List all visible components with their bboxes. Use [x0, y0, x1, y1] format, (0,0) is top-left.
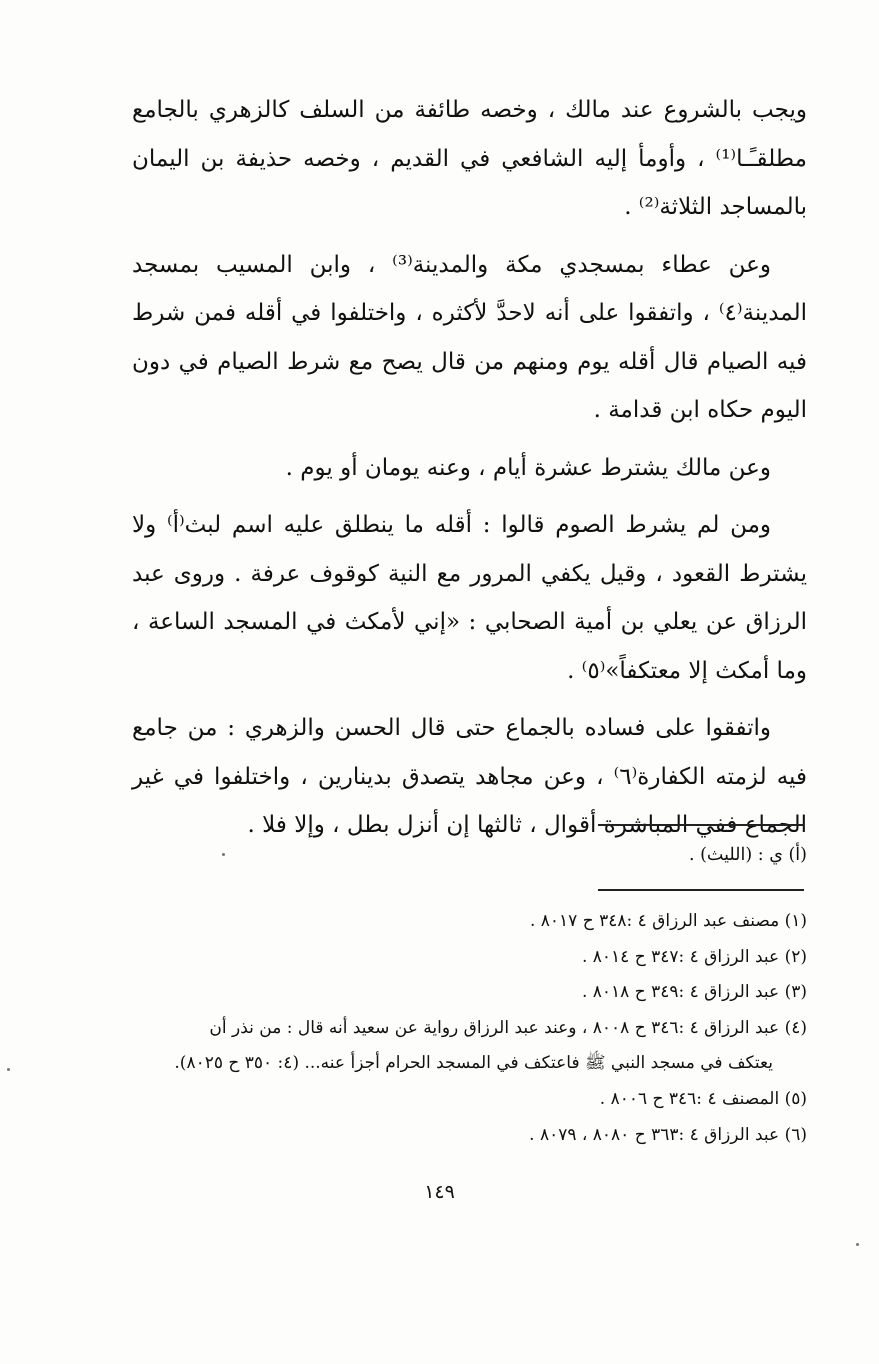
paragraph: واتفقوا على فساده بالجماع حتى قال الحسن والزهري : من جامع فيه لزمته الكفارة⁽٦⁾ ، وعن مجاهد يتصدق بدينارين ، واختلفوا في غير الجماع ففي المباشرة أقوال ، ثالثها إن أنزل بطل ، وإلا فلا .: [132, 715, 807, 838]
footnote: (٤) عبد الرزاق ٤ :٣٤٦ ح ٨٠٠٨ ، وعند عبد الرزاق رواية عن سعيد أنه قال : من نذر أن: [209, 1017, 807, 1038]
scan-speck: [856, 1243, 859, 1246]
scan-speck: [222, 853, 225, 856]
editor-note-divider: [598, 824, 804, 826]
footnote: (٣) عبد الرزاق ٤ :٣٤٩ ح ٨٠١٨ .: [581, 982, 807, 1003]
paragraph: ومن لم يشرط الصوم قالوا : أقله ما ينطلق عليه اسم لبث⁽أ⁾ ولا يشترط القعود ، وقيل يكفي المرور مع النية كوقوف عرفة . وروى عبد الرزاق عن يعلي بن أمية الصحابي : «إني لأمكث في المسجد الساعة ، وما أمكث إلا معتكفاً»⁽٥⁾ .: [132, 512, 807, 684]
paragraph: ويجب بالشروع عند مالك ، وخصه طائفة من السلف كالزهري بالجامع مطلقـًـا⁽¹⁾ ، وأومأ إليه الشافعي في القديم ، وخصه حذيفة بن اليمان بالمساجد الثلاثة⁽²⁾ .: [132, 97, 807, 220]
footnotes-divider: [598, 889, 804, 891]
scan-speck: [7, 1068, 10, 1071]
editor-note: (أ) ي : (الليث) .: [688, 845, 807, 865]
paragraph: وعن مالك يشترط عشرة أيام ، وعنه يومان أو يوم .: [285, 454, 771, 481]
footnote: (٢) عبد الرزاق ٤ :٣٤٧ ح ٨٠١٤ .: [581, 946, 807, 967]
footnotes: [127, 904, 807, 1153]
page-number: ١٤٩: [424, 1181, 455, 1203]
main-text: [132, 86, 807, 859]
paragraph: وعن عطاء بمسجدي مكة والمدينة⁽³⁾ ، وابن المسيب بمسجد المدينة⁽٤⁾ ، واتفقوا على أنه لاحدَّ لأكثره ، واختلفوا في أقله فمن شرط فيه الصيام قال أقله يوم ومنهم من قال يصح مع شرط الصيام في دون اليوم حكاه ابن قدامة .: [132, 251, 807, 423]
footnote: (٥) المصنف ٤ :٣٤٦ ح ٨٠٠٦ .: [599, 1088, 807, 1109]
footnote: (٦) عبد الرزاق ٤ :٣٦٣ ح ٨٠٨٠ ، ٨٠٧٩ .: [529, 1124, 807, 1145]
footnote: (١) مصنف عبد الرزاق ٤ :٣٤٨ ح ٨٠١٧ .: [529, 911, 807, 931]
footnote-continuation: يعتكف في مسجد النبي ﷺ فاعتكف في المسجد الحرام أجزأ عنه... (٤: ٣٥٠ ح ٨٠٢٥).: [174, 1053, 773, 1074]
